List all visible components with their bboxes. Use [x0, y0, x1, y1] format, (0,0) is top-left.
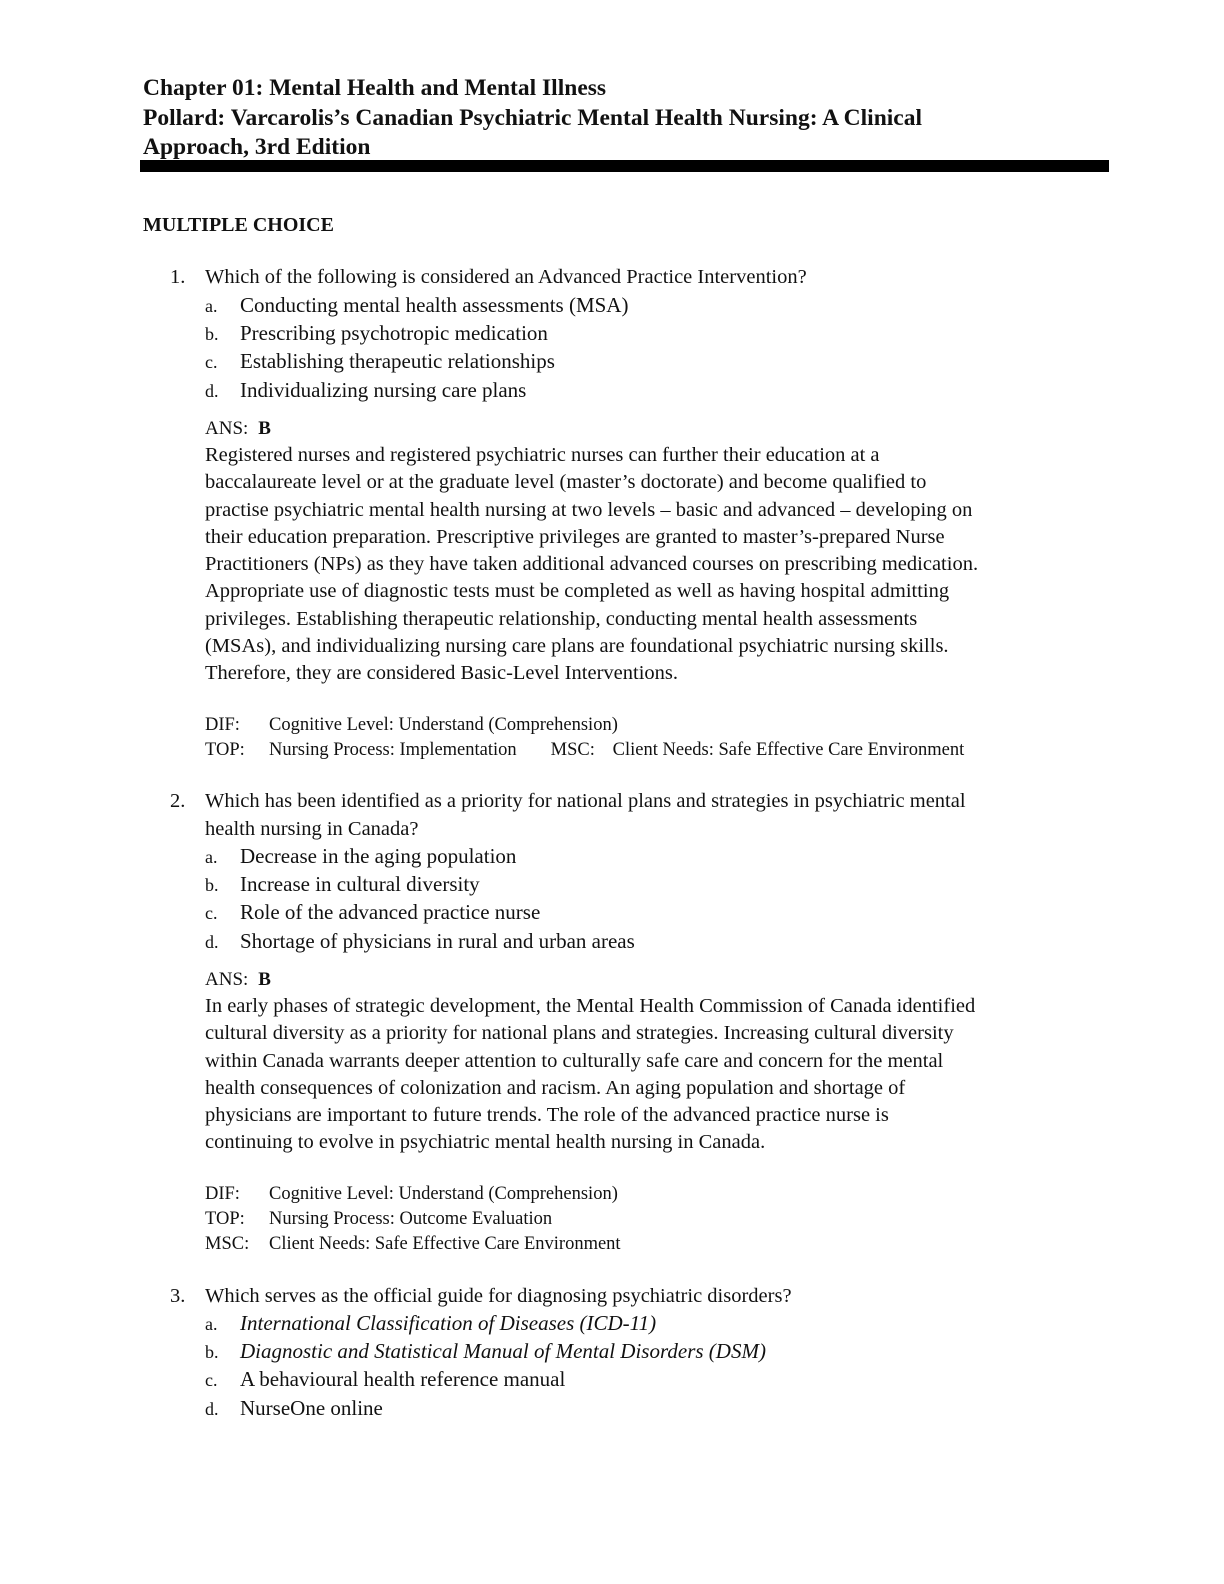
rationale: [205, 442, 1115, 688]
rationale-line: health consequences of colonization and racism. An aging population and shortage of: [205, 1076, 906, 1099]
option-letter: d.: [205, 931, 219, 952]
dif-value: Cognitive Level: Understand (Comprehension): [269, 715, 618, 735]
rationale-line: Registered nurses and registered psychiatric nurses can further their education at a: [205, 444, 880, 466]
dif-value: Cognitive Level: Understand (Comprehension): [269, 1184, 618, 1204]
question-stem-line: Which has been identified as a priority for national plans and strategies in psychiatric mental: [205, 790, 966, 812]
rationale-line: continuing to evolve in psychiatric mental health nursing in Canada.: [205, 1131, 766, 1154]
dif-label: DIF:: [205, 1184, 240, 1204]
rationale-line: In early phases of strategic development, the Mental Health Commission of Canada identified: [205, 995, 976, 1017]
option-a: [205, 292, 628, 320]
option-letter: d.: [205, 1398, 219, 1419]
option-text: Shortage of physicians in rural and urban areas: [240, 928, 635, 953]
chapter-title: Chapter 01: Mental Health and Mental Illness: [143, 75, 607, 101]
option-text: Conducting mental health assessments (MSA): [240, 293, 629, 317]
option-a: [205, 1310, 766, 1338]
option-letter: b.: [205, 1342, 219, 1363]
question-stem-line: Which of the following is considered an Advanced Practice Intervention?: [205, 266, 807, 288]
book-title-line-1: Pollard: Varcarolis’s Canadian Psychiatric Mental Health Nursing: A Clinical: [143, 104, 922, 131]
question-number: 1.: [170, 266, 186, 288]
answer-value: B: [258, 969, 271, 990]
topic-line: [205, 738, 964, 763]
option-letter: a.: [205, 847, 218, 867]
option-c: [205, 899, 635, 927]
option-text: International Classification of Diseases (ICD-11): [240, 1311, 657, 1335]
answer-value: B: [258, 418, 271, 439]
rationale: [205, 993, 1115, 1157]
top-value: Nursing Process: Implementation: [269, 740, 517, 760]
option-c: [205, 1366, 766, 1394]
msc-value: Client Needs: Safe Effective Care Environment: [269, 1234, 621, 1254]
rationale-line: baccalaureate level or at the graduate level (master’s doctorate) and become qualified to: [205, 471, 927, 494]
dif-label: DIF:: [205, 715, 240, 735]
rationale-line: within Canada warrants deeper attention to culturally safe care and concern for the mental: [205, 1049, 944, 1072]
rationale-line: Therefore, they are considered Basic-Level Interventions.: [205, 662, 678, 685]
rationale-line: their education preparation. Prescriptive privileges are granted to master’s-prepared Nurse: [205, 525, 945, 548]
question-stem: [205, 264, 1105, 292]
option-d: [205, 377, 628, 405]
answer-label: ANS:: [205, 418, 249, 439]
msc-value: Client Needs: Safe Effective Care Environment: [612, 740, 965, 760]
option-letter: c.: [205, 352, 218, 373]
rationale-line: Appropriate use of diagnostic tests must be completed as well as having hospital admitting: [205, 580, 950, 603]
header-rule: [140, 160, 1109, 172]
top-label: TOP:: [205, 740, 245, 760]
question-number: 2.: [170, 790, 186, 812]
option-letter: d.: [205, 380, 219, 401]
msc-line: [205, 1232, 621, 1257]
option-list: [205, 292, 628, 405]
answer-line: [205, 968, 271, 992]
option-text: Increase in cultural diversity: [240, 872, 480, 897]
option-text: A behavioural health reference manual: [240, 1367, 566, 1392]
rationale-line: cultural diversity as a priority for national plans and strategies. Increasing cultural diversity: [205, 1022, 954, 1045]
rationale-line: privileges. Establishing therapeutic relationship, conducting mental health assessments: [205, 607, 918, 630]
option-letter: a.: [205, 296, 218, 316]
document-header: [143, 74, 1109, 163]
option-text: Decrease in the aging population: [240, 844, 517, 868]
option-text: Diagnostic and Statistical Manual of Mental Disorders (DSM): [240, 1339, 766, 1364]
question-stem-line: health nursing in Canada?: [205, 817, 419, 840]
option-letter: a.: [205, 1314, 218, 1334]
section-title: MULTIPLE CHOICE: [143, 214, 334, 236]
question-stem: [205, 788, 1105, 843]
answer-label: ANS:: [205, 969, 249, 990]
option-letter: b.: [205, 324, 219, 345]
rationale-line: Practitioners (NPs) as they have taken additional advanced courses on prescribing medication.: [205, 553, 979, 576]
option-list: [205, 1310, 766, 1423]
question-number: 3.: [170, 1285, 186, 1307]
rationale-line: (MSAs), and individualizing nursing care plans are foundational psychiatric nursing skills.: [205, 635, 949, 658]
option-d: [205, 1395, 766, 1423]
question-stem-line: Which serves as the official guide for diagnosing psychiatric disorders?: [205, 1285, 792, 1307]
rationale-line: physicians are important to future trends. The role of the advanced practice nurse is: [205, 1104, 889, 1127]
option-d: [205, 928, 635, 956]
option-text: Establishing therapeutic relationships: [240, 349, 555, 374]
answer-line: [205, 417, 271, 441]
msc-label: MSC:: [205, 1234, 250, 1254]
option-a: [205, 843, 635, 871]
option-text: Role of the advanced practice nurse: [240, 900, 541, 925]
option-text: Prescribing psychotropic medication: [240, 321, 548, 346]
option-b: [205, 871, 635, 899]
option-text: Individualizing nursing care plans: [240, 377, 527, 402]
option-b: [205, 320, 628, 348]
topic-line: [205, 1207, 552, 1232]
top-value: Nursing Process: Outcome Evaluation: [269, 1209, 553, 1229]
option-list: [205, 843, 635, 956]
msc-label: MSC:: [550, 740, 595, 760]
top-label: TOP:: [205, 1209, 245, 1229]
option-b: [205, 1338, 766, 1366]
option-letter: c.: [205, 903, 218, 924]
difficulty-line: [205, 713, 618, 738]
rationale-line: practise psychiatric mental health nursing at two levels – basic and advanced – developing on: [205, 498, 973, 521]
option-text: NurseOne online: [240, 1395, 383, 1420]
option-letter: b.: [205, 875, 219, 896]
question-stem: [205, 1283, 1105, 1311]
option-letter: c.: [205, 1370, 218, 1391]
option-c: [205, 348, 628, 376]
difficulty-line: [205, 1182, 618, 1207]
book-title-line-2: Approach, 3rd Edition: [143, 134, 371, 160]
